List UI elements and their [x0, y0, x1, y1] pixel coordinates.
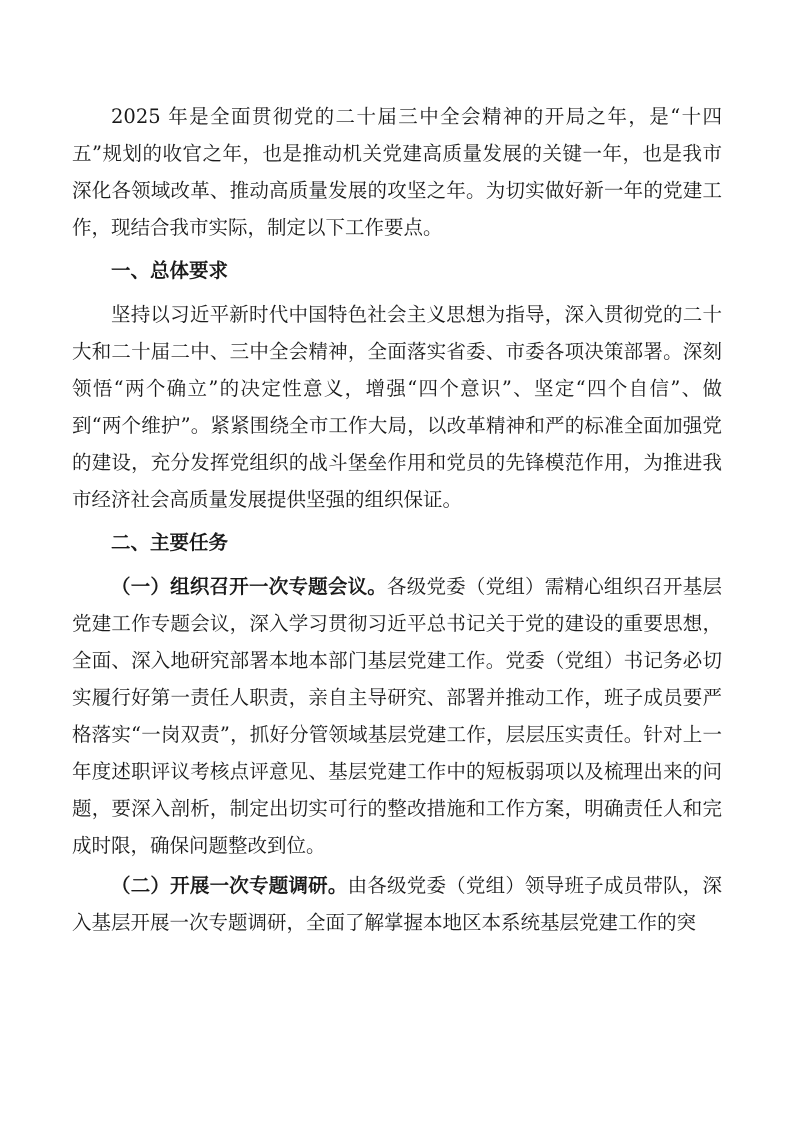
task-paragraph-1 [72, 568, 722, 864]
general-requirements-paragraph: 坚持以习近平新时代中国特色社会主义思想为指导，深入贯彻党的二十大和二十届二中、三中全会精神，全面落实省委、市委各项决策部署。深刻领悟“两个确立”的决定性意义，增强“四个意识”、坚定“四个自信”、做到“两个维护”。紧紧围绕全市工作大局，以改革精神和严的标准全面加强党的建设，充分发挥党组织的战斗堡垒作用和党员的先锋模范作用，为推进我市经济社会高质量发展提供坚强的组织保证。 [72, 303, 722, 511]
section-heading-general-requirements: 一、总体要求 [111, 259, 229, 282]
task-text-2: 由各级党委（党组）领导班子成员带队，深入基层开展一次专题调研，全面了解掌握本地区本系统基层党建工作的突 [72, 874, 722, 934]
task-title-1: （一）组织召开一次专题会议。 [111, 575, 388, 598]
section-heading-main-tasks: 二、主要任务 [111, 531, 229, 554]
document-body [72, 98, 722, 941]
intro-paragraph: 2025 年是全面贯彻党的二十届三中全会精神的开局之年，是“十四五”规划的收官之年，也是推动机关党建高质量发展的关键一年，也是我市深化各领域改革、推动高质量发展的攻坚之年。为切实做好新一年的党建工作，现结合我市实际，制定以下工作要点。 [72, 105, 722, 239]
task-text-1: 各级党委（党组）需精心组织召开基层党建工作专题会议，深入学习贯彻习近平总书记关于党的建设的重要思想，全面、深入地研究部署本地本部门基层党建工作。党委（党组）书记务必切实履行好第一责任人职责，亲自主导研究、部署并推动工作，班子成员要严格落实“一岗双责”，抓好分管领域基层党建工作，层层压实责任。针对上一年度述职评议考核点评意见、基层党建工作中的短板弱项以及梳理出来的问题，要深入剖析，制定出切实可行的整改措施和工作方案，明确责任人和完成时限，确保问题整改到位。 [72, 575, 722, 857]
task-title-2: （二）开展一次专题调研。 [111, 874, 348, 897]
task-paragraph-2 [72, 867, 722, 941]
